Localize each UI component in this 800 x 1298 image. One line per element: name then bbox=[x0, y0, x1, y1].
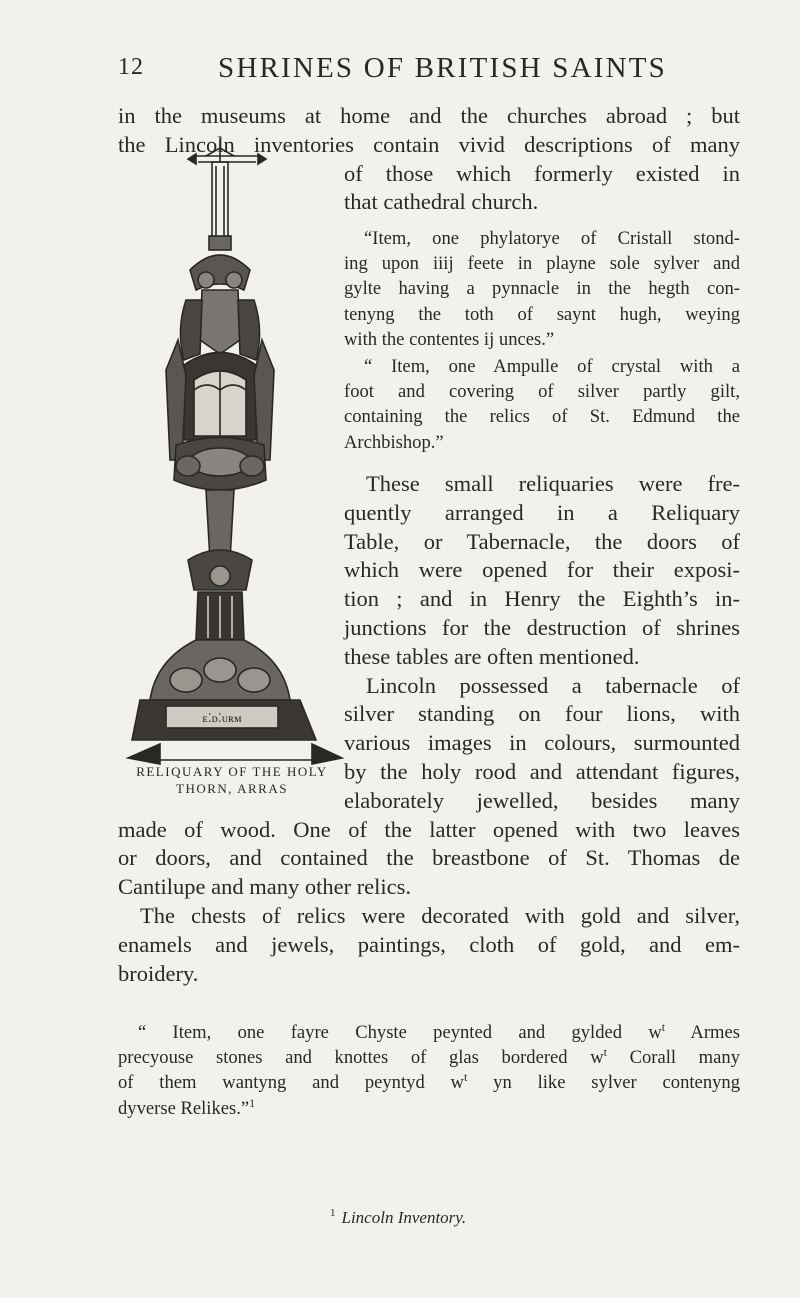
footnote-text: Lincoln Inventory. bbox=[341, 1208, 467, 1227]
text-line: of those which formerly existed in bbox=[344, 160, 740, 186]
footnote-marker: 1 bbox=[330, 1207, 336, 1220]
text-line: with the contentes ij unces.” bbox=[344, 328, 555, 350]
caption-line-1: RELIQUARY OF THE HOLY bbox=[136, 764, 328, 779]
footnote bbox=[330, 1208, 466, 1228]
text-line: Cantilupe and many other relics. bbox=[118, 874, 412, 900]
text-line: foot and covering of silver partly gilt, bbox=[344, 381, 740, 403]
page-header bbox=[118, 52, 740, 92]
page-number: 12 bbox=[118, 54, 144, 80]
text-line: ing upon iiij feete in playne sole sylver and bbox=[344, 253, 740, 275]
reliquary-table-paragraph-continued bbox=[118, 816, 740, 902]
text-line: that cathedral church. bbox=[344, 189, 539, 215]
text-line: The chests of relics were decorated with gold and silver, bbox=[140, 903, 740, 928]
figure-caption bbox=[114, 763, 350, 797]
text-line: These small reliquaries were fre- bbox=[366, 471, 740, 496]
text-line: in the museums at home and the churches abroad ; but bbox=[118, 103, 740, 128]
text-line: of them wantyng and peyntyd $w^t$ yn like sylver contenyng bbox=[118, 1070, 741, 1094]
superscript-t: t bbox=[464, 1070, 468, 1085]
text-line: gylte having a pynnacle in the hegth con- bbox=[344, 278, 740, 300]
text-line: dyverse Relikes.”$^1$ bbox=[118, 1095, 256, 1119]
text-line: “ Item, one fayre Chyste peynted and gylded $w^t$ Armes bbox=[138, 1019, 740, 1043]
text-line: various images in colours, surmounted bbox=[344, 730, 740, 756]
running-title: SHRINES OF BRITISH SAINTS bbox=[218, 52, 667, 84]
intro-paragraph-continued bbox=[344, 160, 740, 218]
intro-paragraph bbox=[118, 102, 740, 160]
superscript-t: t bbox=[603, 1045, 607, 1060]
reliquary-table-paragraph bbox=[344, 470, 740, 816]
inventory-quote-ampulle bbox=[344, 354, 740, 455]
text-line: Archbishop.” bbox=[344, 431, 444, 453]
text-line: “Item, one phylatorye of Cristall stond- bbox=[364, 228, 740, 249]
footnote-reference[interactable]: 1 bbox=[249, 1095, 256, 1110]
text-line: junctions for the destruction of shrines bbox=[344, 614, 740, 640]
text-line: Lincoln possessed a tabernacle of bbox=[366, 672, 740, 698]
text-line: broidery. bbox=[118, 960, 199, 986]
chests-paragraph bbox=[118, 902, 740, 988]
text-line: containing the relics of St. Edmund the bbox=[344, 406, 740, 428]
superscript-t: t bbox=[661, 1019, 666, 1034]
text-line: silver standing on four lions, with bbox=[344, 701, 740, 727]
text-line: quently arranged in a Reliquary bbox=[344, 499, 740, 525]
text-line: enamels and jewels, paintings, cloth of gold, and em- bbox=[118, 931, 740, 957]
text-line: tenyng the toth of saynt hugh, weying bbox=[344, 303, 740, 325]
text-line: precyouse stones and knottes of glas bordered $w^t$ Corall many bbox=[118, 1045, 740, 1069]
text-line: which were opened for their exposi- bbox=[344, 557, 740, 583]
text-line: Table, or Tabernacle, the doors of bbox=[344, 528, 740, 554]
text-line: these tables are often mentioned. bbox=[344, 643, 640, 669]
text-line: elaborately jewelled, besides many bbox=[344, 787, 740, 813]
inventory-quote-chyste bbox=[118, 1020, 740, 1121]
inventory-quote-phylatorye bbox=[344, 226, 740, 352]
text-line: made of wood. One of the latter opened with two leaves bbox=[118, 816, 740, 842]
text-line: tion ; and in Henry the Eighth’s in- bbox=[344, 586, 740, 612]
text-line: the Lincoln inventories contain vivid descriptions of many bbox=[118, 131, 740, 157]
svg-text:ᴇ⁚ᴅ⁚ᴜʀᴍ: ᴇ⁚ᴅ⁚ᴜʀᴍ bbox=[202, 711, 242, 725]
text-line: or doors, and contained the breastbone of St. Thomas de bbox=[118, 845, 740, 871]
text-line: “ Item, one Ampulle of crystal with a bbox=[364, 356, 740, 377]
caption-line-2: THORN, ARRAS bbox=[176, 781, 288, 796]
reliquary-illustration bbox=[126, 140, 344, 780]
text-line: by the holy rood and attendant figures, bbox=[344, 758, 740, 784]
